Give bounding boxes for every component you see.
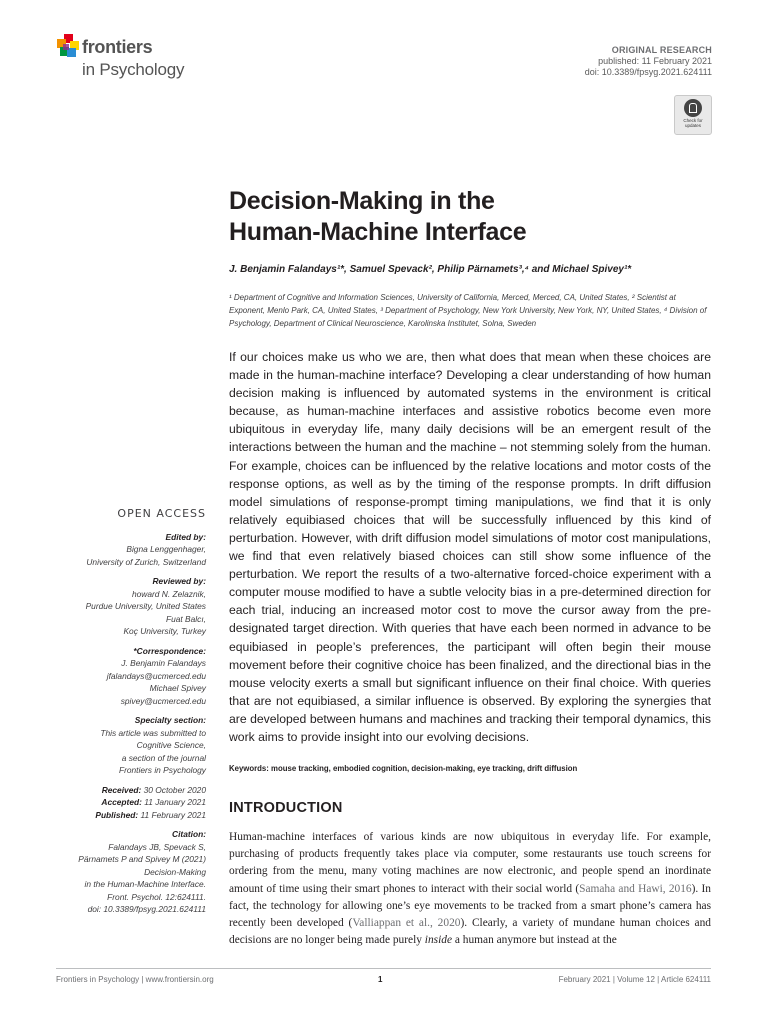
accepted-value: 11 January 2021: [144, 797, 206, 807]
citation-line-1: Falandays JB, Spevack S,: [108, 841, 206, 852]
check-updates-label-1: Check for: [683, 118, 703, 123]
affiliations: ¹ Department of Cognitive and Information Sciences, University of California, Merced, Merced, CA, United States, ² Scientist at Exponent, Menlo Park, CA, United States, ³ Department of Psychology, New York University, New York, NY, United States, ⁴ Division of Psychology, Department of Clinical Neuroscience, Karolinska Institutet, Solna, Sweden: [229, 293, 707, 328]
published-date-sidebar: [56, 809, 206, 822]
intro-emphasis: inside: [424, 934, 453, 947]
dates-section: [56, 784, 206, 822]
corresponding-email-1[interactable]: jfalandays@ucmerced.edu: [106, 670, 206, 681]
published-label: Published:: [95, 809, 139, 820]
reviewed-by-section: [56, 575, 206, 638]
reviewed-by-heading: Reviewed by:: [152, 576, 206, 586]
received-value: 30 October 2020: [143, 784, 206, 795]
intro-text-1: Human-machine interfaces of various kinds are now ubiquitous in everyday life. For example, purchasing of products frequently takes place via computer, some restaurants use touch screens for ordering from the menu, many voting machines are now electronic, and people spend an inordinate amount of time using their smart phones to interact with their social world (: [229, 831, 711, 895]
article-doi[interactable]: doi: 10.3389/fpsyg.2021.624111: [584, 67, 712, 77]
corresponding-email-2[interactable]: spivey@ucmerced.edu: [120, 695, 206, 706]
editor-affiliation: University of Zurich, Switzerland: [86, 556, 206, 567]
specialty-heading: Specialty section:: [134, 715, 206, 725]
citation-link-samaha[interactable]: Samaha and Hawi, 2016: [579, 882, 692, 895]
reviewer-2-name: Fuat Balcı,: [165, 613, 206, 624]
correspondence-section: [56, 645, 206, 708]
footer-journal-link[interactable]: Frontiers in Psychology | www.frontiersin.org: [56, 975, 214, 984]
article-sidebar: [56, 508, 206, 923]
corresponding-author-1: J. Benjamin Falandays: [121, 658, 206, 668]
citation-line-4: in the Human-Machine Interface.: [84, 879, 206, 889]
citation-line-5: Front. Psychol. 12:624111.: [107, 891, 206, 902]
specialty-line-2: Cognitive Science,: [136, 740, 206, 750]
introduction-paragraph: [229, 829, 711, 949]
journal-brand-subtitle: in Psychology: [82, 60, 185, 79]
open-access-label: OPEN ACCESS: [117, 507, 206, 520]
frontiers-logo-icon: [57, 34, 81, 60]
specialty-line-4: Frontiers in Psychology: [118, 765, 206, 775]
specialty-section: [56, 714, 206, 777]
article-title: [229, 186, 709, 248]
accepted-label: Accepted:: [101, 797, 142, 807]
check-updates-label-2: updates: [684, 123, 701, 128]
received-date: [56, 784, 206, 797]
specialty-line-3: a section of the journal: [121, 752, 206, 763]
check-for-updates-badge[interactable]: [674, 95, 712, 135]
citation-link-valliappan[interactable]: Valliappan et al., 2020: [352, 917, 461, 930]
title-line-2: Human-Machine Interface: [229, 218, 527, 246]
author-list: J. Benjamin Falandays¹*, Samuel Spevack², Philip Pärnamets³,⁴ and Michael Spivey¹*: [229, 264, 632, 275]
reviewer-2-affiliation: Koç University, Turkey: [123, 626, 206, 636]
journal-brand-name: frontiers: [82, 37, 153, 57]
check-updates-icon: [684, 99, 702, 117]
article-header-meta: [585, 45, 712, 78]
editor-name: Bigna Lenggenhager,: [126, 544, 206, 554]
intro-text-2: ). In fact, the technology for allowing one’s eye movements to be tracked from a smart phone’s camera has recently been developed (: [229, 882, 712, 930]
section-heading-introduction: INTRODUCTION: [229, 800, 343, 816]
reviewer-1-affiliation: Purdue University, United States: [85, 601, 206, 611]
corresponding-author-2: Michael Spivey: [149, 683, 206, 693]
reviewer-1-name: howard N. Zelaznik,: [131, 588, 206, 599]
citation-line-2: Pärnamets P and Spivey M (2021): [78, 854, 206, 864]
specialty-line-1: This article was submitted to: [100, 727, 206, 738]
title-line-1: Decision-Making in the: [229, 187, 495, 215]
intro-text-3: ). Clearly, a variety of mundane human choices and decisions are no longer being made purely: [229, 917, 711, 947]
intro-text-4: a human anymore but instead at the: [452, 934, 617, 947]
edited-by-heading: Edited by:: [165, 531, 206, 542]
page-number: 1: [378, 975, 383, 984]
abstract-text: If our choices make us who we are, then what does that mean when these choices are made in the human-machine interface? Developing a clear understanding of how human decision making is influenced by automated systems in the environment is critical because, as human-machine interfaces and assistive robotics become even more ubiquitous in everyday life, many daily decisions will be an emergent result of the interactions between the human and the machine – not stemming solely from the human. For example, choices can be influenced by the relative locations and motor costs of the response options, as well as by the timing of the response prompts. In drift diffusion model simulations of response-prompt timing manipulations, we find that it is only relatively equibiased choices that will be successfully influenced by this kind of perturbation. However, with drift diffusion model simulations of motor cost manipulations, we find that even relatively biased choices can still show some influence of the perturbation. We report the results of a two-alternative forced-choice experiment with a computer mouse modified to have a subtle velocity bias in a pre-determined direction for each trial, inducing an increased motor cost to move the cursor away from the pre-designated target direction. With queries that have each been normed in advance to be equibiased in people’s preferences, the participant will often begin their mouse movement before their cognitive choice has been finalized, and the directional bias in the mouse velocity exerts a small but significant influence on their final choice. With queries that are not equibiased, a similar influence is observed. By exploring the synergies that are developed between humans and machines and tracking their temporal dynamics, this work aims to provide insight into our evolving decisions.: [229, 350, 711, 744]
journal-logo[interactable]: [57, 34, 207, 80]
received-label: Received:: [101, 784, 142, 795]
accepted-date: [56, 796, 206, 809]
footer-issue-info: February 2021 | Volume 12 | Article 624111: [558, 975, 711, 984]
citation-doi[interactable]: doi: 10.3389/fpsyg.2021.624111: [87, 904, 206, 914]
correspondence-heading: *Correspondence:: [133, 645, 206, 656]
page-footer: [56, 968, 711, 984]
citation-heading: Citation:: [172, 829, 206, 839]
published-value: 11 February 2021: [140, 809, 206, 820]
citation-line-3: Decision-Making: [144, 866, 206, 877]
citation-section: [56, 828, 206, 916]
edited-by-section: [56, 531, 206, 569]
published-date: published: 11 February 2021: [598, 56, 712, 66]
article-type: ORIGINAL RESEARCH: [611, 45, 712, 55]
keywords: Keywords: mouse tracking, embodied cognition, decision-making, eye tracking, drift diffusion: [229, 764, 578, 773]
